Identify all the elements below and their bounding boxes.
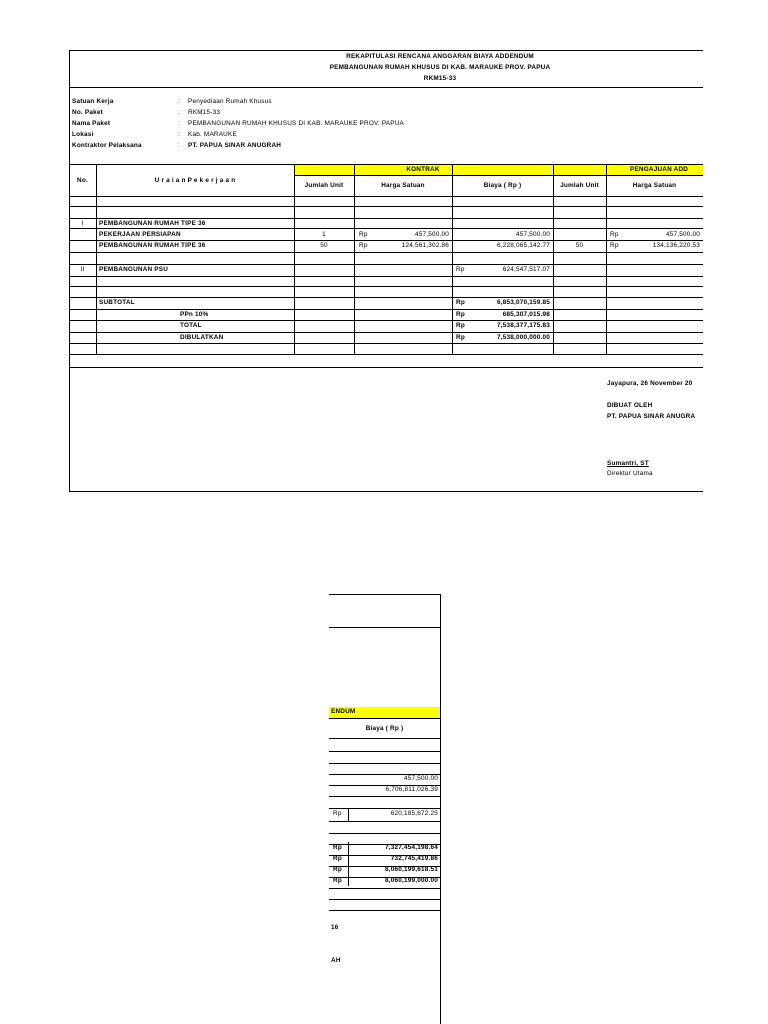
page2-total-value: 7,327,454,198.64 (385, 844, 438, 851)
row-harga-2: 457,500.00 (666, 231, 700, 238)
row-line (294, 175, 703, 176)
page2-total-rp: Rp (333, 844, 342, 851)
row-line (69, 309, 703, 310)
col-line (294, 164, 295, 354)
row-no: II (80, 266, 85, 273)
info-value: RKM15-33 (188, 109, 221, 116)
page2-header: ENDUM (331, 708, 356, 715)
row-line (69, 218, 703, 219)
total-label: DIBULATKAN (180, 334, 224, 341)
doc-title: REKAPITULASI RENCANA ANGGARAN BIAYA ADDENDUM (346, 53, 534, 60)
col-no-header: No. (77, 177, 88, 184)
total-rp: Rp (456, 299, 465, 306)
total-value: 685,307,015.98 (502, 311, 550, 318)
info-label: No. Paket (72, 109, 103, 116)
doc-subtitle: PEMBANGUNAN RUMAH KHUSUS DI KAB. MARAUKE PROV. PAPUA (329, 64, 551, 71)
page2-row-line (329, 833, 440, 834)
page2-row-line (329, 808, 440, 809)
row-desc: PEMBANGUNAN RUMAH TIPE 36 (99, 220, 206, 227)
col-line (553, 164, 554, 354)
total-label: TOTAL (180, 322, 202, 329)
row-line (69, 343, 703, 344)
page2-row-line (329, 888, 440, 889)
pengajuan-header: PENGAJUAN ADD (630, 166, 689, 173)
row-harga: 124,561,302.86 (401, 242, 449, 249)
total-label: PPn 10% (180, 311, 209, 318)
row-line (69, 206, 703, 207)
row-line (69, 354, 703, 355)
row-biaya: 6,228,065,142.77 (497, 242, 550, 249)
row-rp: Rp (610, 231, 619, 238)
page2-row-line (329, 763, 440, 764)
col-jumlah-unit-header: Jumlah Unit (304, 182, 344, 189)
page2-fragment-1: 16 (331, 924, 339, 931)
total-value: 7,538,000,000.00 (497, 334, 550, 341)
page2-total-rp: Rp (333, 855, 342, 862)
info-colon: : (178, 120, 180, 127)
row-harga: 457,500.00 (415, 231, 449, 238)
page2-row-line (329, 821, 440, 822)
row-rp: Rp (359, 231, 368, 238)
page2-total-value: 732,745,419.86 (390, 855, 438, 862)
page2-rp: Rp (333, 810, 342, 817)
page2-row-line (329, 796, 440, 797)
row-unit: 50 (320, 242, 328, 249)
row-line (69, 264, 703, 265)
row-line (69, 276, 703, 277)
page2-row-line (329, 738, 440, 739)
col-uraian-header: U r a i a n P e k e r j a a n (154, 177, 236, 184)
col-line (354, 164, 355, 354)
page2-value: 6,706,811,026.39 (385, 786, 438, 793)
row-rp: Rp (456, 266, 465, 273)
info-label: Kontraktor Pelaksana (72, 142, 142, 149)
col-line (96, 164, 97, 354)
sign-name: Sumantri, ST (607, 460, 649, 467)
info-colon: : (178, 109, 180, 116)
info-value: PEMBANGUNAN RUMAH KHUSUS DI KAB. MARAUKE PROV. PAPUA (188, 120, 405, 127)
page2-total-value: 8,060,199,000.00 (385, 877, 438, 884)
row-line (69, 228, 703, 229)
info-colon: : (178, 98, 180, 105)
row-line (69, 286, 703, 287)
page2-fragment-2: AH (331, 957, 341, 964)
page2-row-line (329, 718, 440, 719)
row-line (69, 297, 703, 298)
sign-position: Direktur Utama (607, 470, 653, 477)
page2-value: 620,185,672.25 (390, 810, 438, 817)
row-desc: PEMBANGUNAN RUMAH TIPE 36 (99, 242, 206, 249)
info-label: Satuan Kerja (72, 98, 114, 105)
page2-row-line (329, 751, 440, 752)
col-jumlah-unit-2-header: Jumlah Unit (560, 182, 599, 189)
row-rp: Rp (610, 242, 619, 249)
info-colon: : (178, 131, 180, 138)
page2-row-line (329, 899, 440, 900)
row-no: I (81, 220, 84, 227)
row-biaya: 624,547,517.07 (502, 266, 550, 273)
col-line (606, 164, 607, 354)
row-biaya: 457,500.00 (516, 231, 550, 238)
total-label: SUBTOTAL (99, 299, 135, 306)
row-unit-2: 50 (575, 242, 584, 249)
info-value: PT. PAPUA SINAR ANUGRAH (188, 142, 282, 149)
col-biaya-header: Biaya ( Rp ) (483, 182, 522, 189)
sign-place-date: Jayapura, 26 November 20 (607, 380, 693, 387)
page2-total-rp: Rp (333, 877, 342, 884)
col-harga-satuan-2-header: Harga Satuan (632, 182, 677, 189)
row-harga-2: 134,136,220.53 (652, 242, 700, 249)
row-line (69, 332, 703, 333)
total-rp: Rp (456, 334, 465, 341)
total-value: 6,853,070,159.85 (497, 299, 550, 306)
info-colon: : (178, 142, 180, 149)
page2-value: 457,500.00 (404, 775, 438, 782)
page2-biaya-header: Biaya ( Rp ) (365, 725, 404, 732)
doc-code: RKM15-33 (423, 75, 457, 82)
row-line (69, 367, 703, 368)
row-line (69, 240, 703, 241)
info-value: Kab. MARAUKE (188, 131, 237, 138)
row-line (69, 252, 703, 253)
row-desc: PEKERJAAN PERSIAPAN (99, 231, 181, 238)
sign-made-by: DIBUAT OLEH (607, 402, 653, 409)
page2-row-line (329, 910, 440, 911)
total-rp: Rp (456, 311, 465, 318)
row-line (69, 164, 703, 165)
sign-company: PT. PAPUA SINAR ANUGRA (607, 413, 696, 420)
row-line (69, 196, 703, 197)
page2-total-value: 8,060,199,618.51 (385, 866, 438, 873)
info-label: Lokasi (72, 131, 94, 138)
info-label: Nama Paket (72, 120, 111, 127)
col-harga-satuan-header: Harga Satuan (381, 182, 425, 189)
info-value: Penyediaan Rumah Khusus (188, 98, 272, 105)
row-line (69, 320, 703, 321)
total-rp: Rp (456, 322, 465, 329)
row-rp: Rp (359, 242, 368, 249)
total-value: 7,538,377,175.83 (497, 322, 550, 329)
row-desc: PEMBANGUNAN PSU (99, 266, 169, 273)
kontrak-header: KONTRAK (406, 166, 440, 173)
row-unit: 1 (322, 231, 326, 238)
page2-total-rp: Rp (333, 866, 342, 873)
